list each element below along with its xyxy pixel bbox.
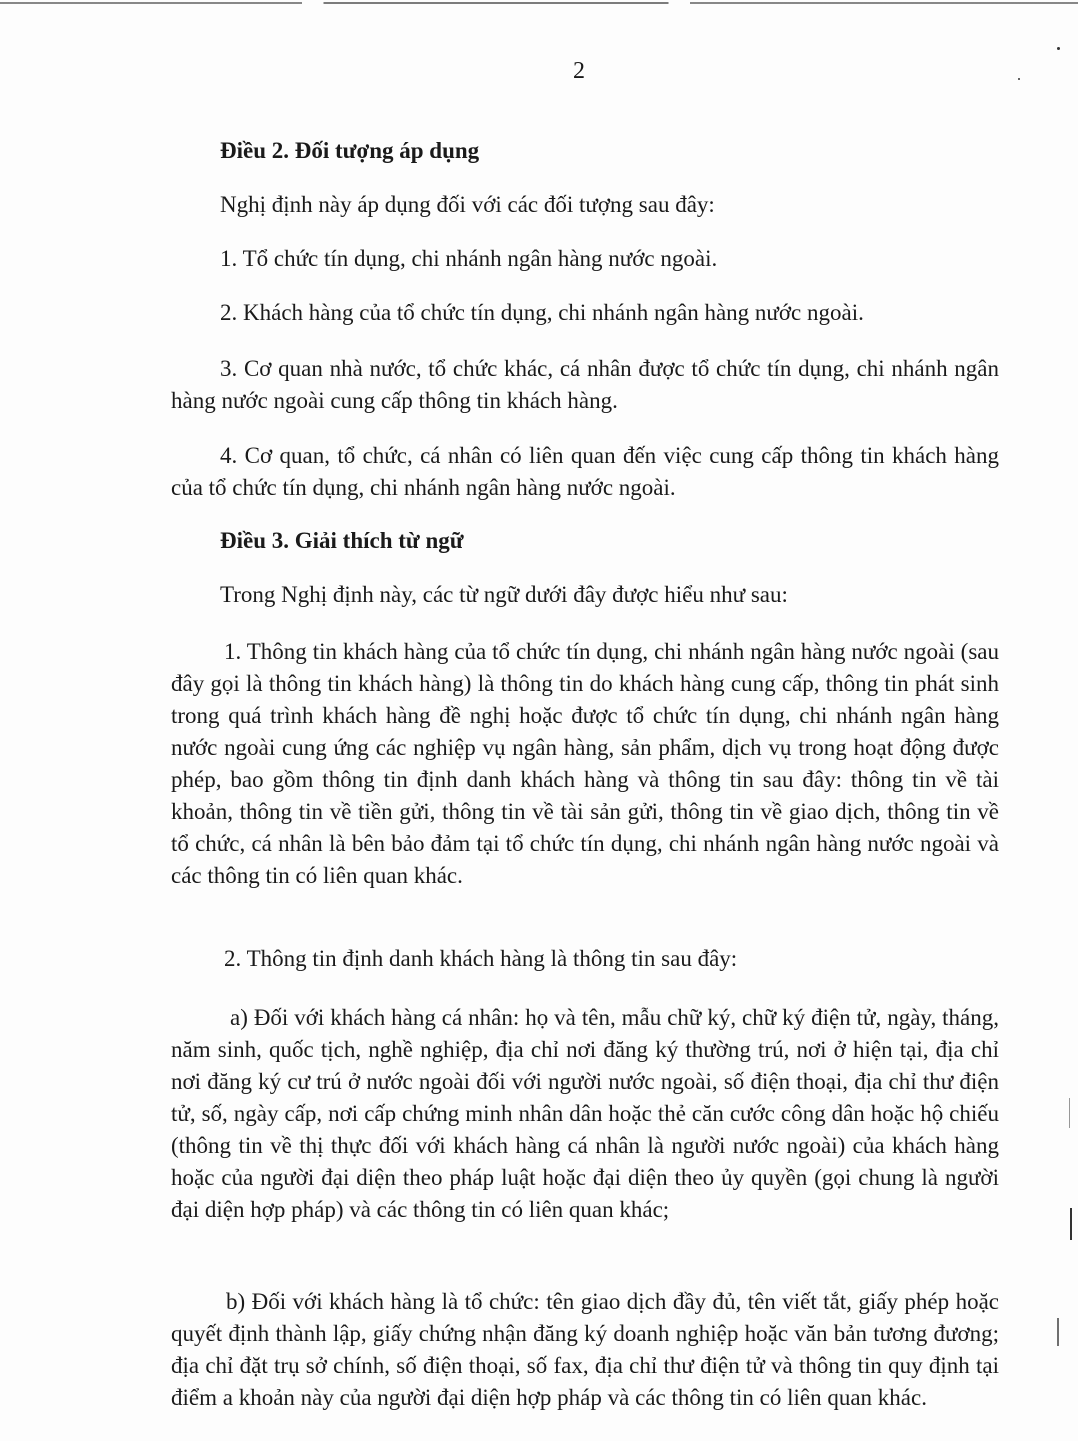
scan-speck (1057, 47, 1060, 50)
article-3-item-2b: b) Đối với khách hàng là tổ chức: tên giao dịch đầy đủ, tên viết tắt, giấy phép hoặc quyết định thành lập, giấy chứng nhận đăng ký doanh nghiệp hoặc văn bản tương đương; địa chỉ đặt trụ sở chính, số điện thoại, số fax, địa chỉ thư điện tử và thông tin quy định tại điểm a khoản này của người đại diện hợp pháp và các thông tin có liên quan khác. (171, 1289, 999, 1410)
article-3-item-2: 2. Thông tin định danh khách hàng là thông tin sau đây: (224, 946, 738, 971)
article-2-heading: Điều 2. Đối tượng áp dụng (220, 138, 480, 163)
page-number: 2 (573, 58, 585, 84)
article-3-item-2a: a) Đối với khách hàng cá nhân: họ và tên, mẫu chữ ký, chữ ký điện tử, ngày, tháng, năm sinh, quốc tịch, nghề nghiệp, địa chỉ nơi đăng ký thường trú, nơi ở hiện tại, địa chỉ nơi đăng ký cư trú ở nước ngoài đối với người nước ngoài, số điện thoại, địa chỉ thư điện tử, số, ngày cấp, nơi cấp chứng minh nhân dân hoặc thẻ căn cước công dân hoặc hộ chiếu (thông tin về thị thực đối với khách hàng cá nhân là người nước ngoài) của khách hàng hoặc của người đại diện theo pháp luật hoặc đại diện theo ủy quyền (gọi chung là người đại diện hợp pháp) và các thông tin có liên quan khác; (171, 1005, 999, 1222)
article-3-item-1: 1. Thông tin khách hàng của tổ chức tín dụng, chi nhánh ngân hàng nước ngoài (sau đây gọi là thông tin khách hàng) là thông tin do khách hàng cung cấp, thông tin phát sinh trong quá trình khách hàng đề nghị hoặc được tổ chức tín dụng, chi nhánh ngân hàng nước ngoài cung ứng các nghiệp vụ ngân hàng, sản phẩm, dịch vụ trong hoạt động được phép, bao gồm thông tin định danh khách hàng và thông tin sau đây: thông tin về tài khoản, thông tin về tiền gửi, thông tin về tài sản gửi, thông tin về giao dịch, thông tin về tổ chức, cá nhân là bên bảo đảm tại tổ chức tín dụng, chi nhánh ngân hàng nước ngoài và các thông tin có liên quan khác. (171, 639, 999, 888)
scan-margin-mark (1070, 1208, 1072, 1240)
article-2-intro: Nghị định này áp dụng đối với các đối tượng sau đây: (220, 192, 715, 217)
scan-margin-mark (1069, 1098, 1070, 1128)
article-3-intro: Trong Nghị định này, các từ ngữ dưới đây được hiểu như sau: (220, 582, 788, 607)
scan-margin-mark (1057, 1318, 1059, 1346)
article-3-heading: Điều 3. Giải thích từ ngữ (220, 528, 464, 553)
article-2-item-1: 1. Tổ chức tín dụng, chi nhánh ngân hàng nước ngoài. (220, 246, 718, 271)
scan-top-border (0, 2, 1078, 4)
scan-speck (1018, 78, 1020, 80)
article-2-item-3: 3. Cơ quan nhà nước, tổ chức khác, cá nhân được tổ chức tín dụng, chi nhánh ngân hàng nước ngoài cung cấp thông tin khách hàng. (171, 356, 999, 413)
article-2-item-4: 4. Cơ quan, tổ chức, cá nhân có liên quan đến việc cung cấp thông tin khách hàng của tổ chức tín dụng, chi nhánh ngân hàng nước ngoài. (171, 443, 999, 500)
article-2-item-2: 2. Khách hàng của tổ chức tín dụng, chi nhánh ngân hàng nước ngoài. (220, 300, 864, 325)
